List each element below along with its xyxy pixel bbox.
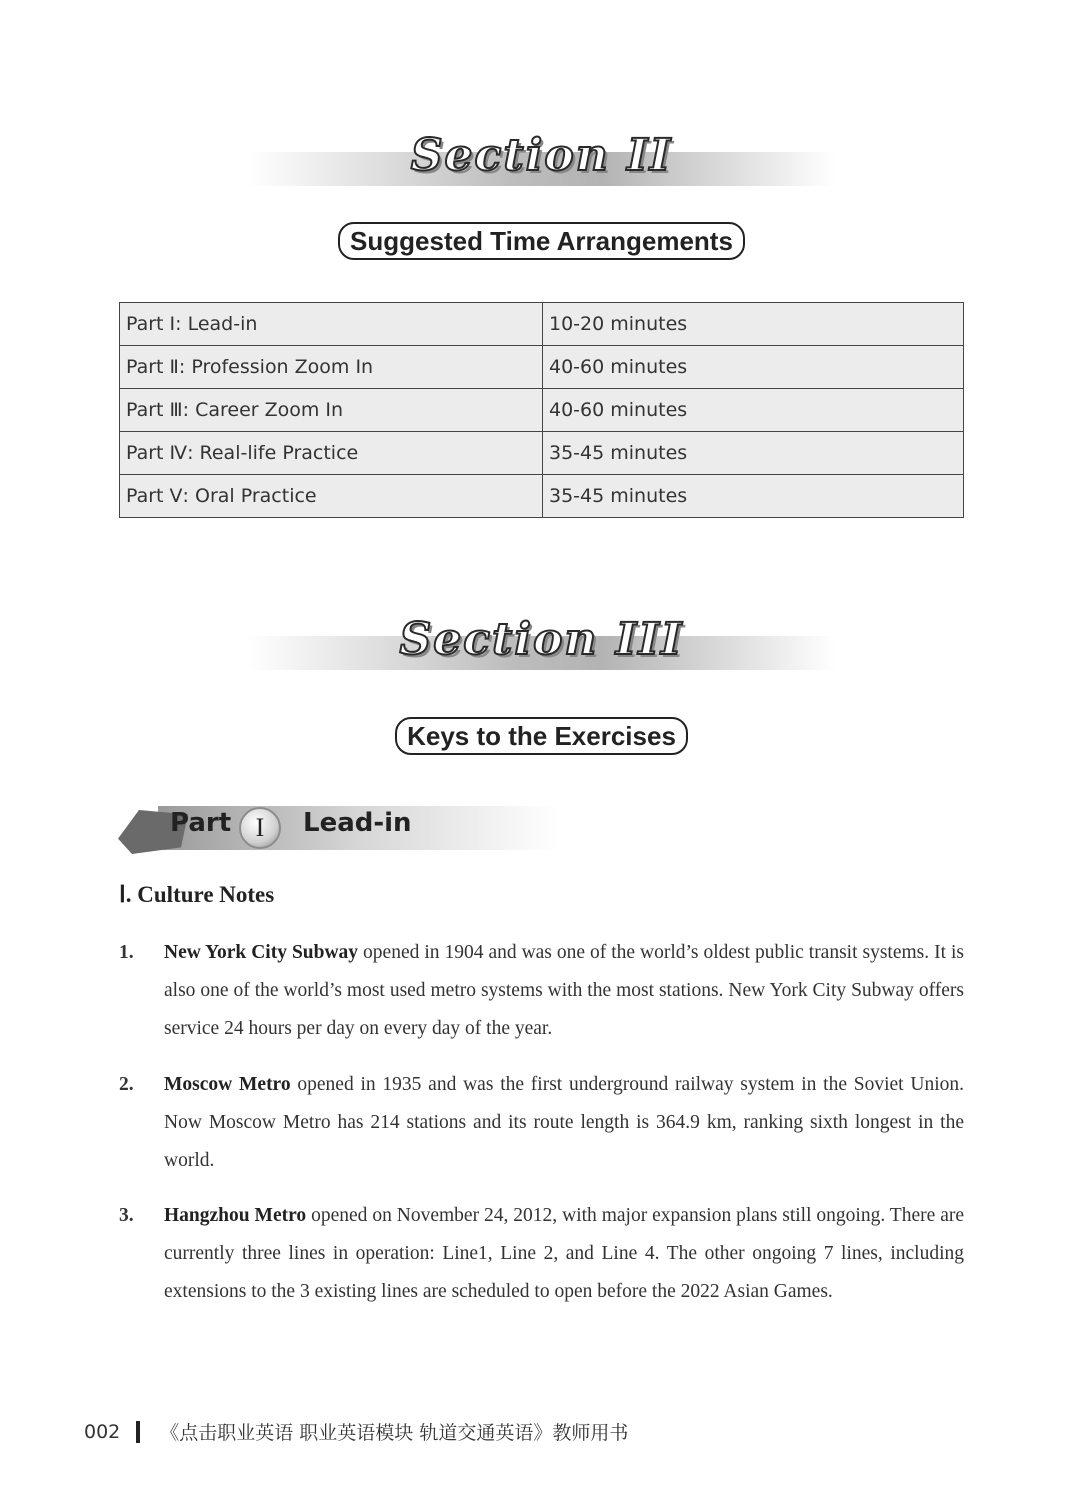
page-number: 002: [84, 1420, 121, 1443]
part-title: Lead-in: [303, 808, 412, 838]
part-cell: Part Ⅱ: Profession Zoom In: [120, 346, 543, 389]
table-row: [120, 389, 964, 432]
culture-notes-heading: Ⅰ. Culture Notes: [119, 882, 275, 907]
table-row: [120, 346, 964, 389]
table-row: [120, 303, 964, 346]
time-arrangements-heading-text: Suggested Time Arrangements: [338, 222, 745, 260]
table-row: [120, 432, 964, 475]
part-word: Part: [170, 808, 232, 838]
list-item: [119, 1066, 964, 1180]
list-item-body: [164, 934, 964, 1048]
section-3-title: Section III: [399, 614, 684, 665]
list-item-number: 2.: [119, 1074, 134, 1095]
part-cell: Part Ⅳ: Real-life Practice: [120, 432, 543, 475]
table-row: [120, 475, 964, 518]
list-item-number: 1.: [119, 942, 134, 963]
part-cell: Part Ⅲ: Career Zoom In: [120, 389, 543, 432]
time-arrangements-table: [119, 302, 964, 518]
footer-divider: [136, 1421, 140, 1443]
time-cell: 35-45 minutes: [543, 475, 964, 518]
keys-heading: [0, 717, 1083, 755]
time-arrangements-heading: [0, 222, 1083, 260]
time-cell: 40-60 minutes: [543, 389, 964, 432]
part-numeral-badge: I: [239, 807, 281, 849]
list-item-term: Hangzhou Metro: [164, 1205, 307, 1226]
list-item-term: Moscow Metro: [164, 1074, 291, 1095]
part-1-banner: [118, 804, 558, 854]
section-2-title: Section II: [410, 130, 673, 181]
part-cell: Part Ⅴ: Oral Practice: [120, 475, 543, 518]
list-item-text: opened in 1935 and was the first underground railway system in the Soviet Union. Now Moscow Metro has 214 stations and its route length is 364.9 km, ranking sixth longest in the world.: [164, 1074, 964, 1171]
list-item-text: opened in 1904 and was one of the world’s oldest public transit systems. It is also one of the world’s most used metro systems with the most stations. New York City Subway offers service 24 hours per day on every day of the year.: [164, 942, 964, 1039]
page-footer: [84, 1418, 628, 1445]
list-item-text: opened on November 24, 2012, with major expansion plans still ongoing. There are currently three lines in operation: Line1, Line 2, and Line 4. The other ongoing 7 lines, including extensions to the 3 existing lines are scheduled to open before the 2022 Asian Games.: [164, 1205, 964, 1302]
list-item-body: [164, 1197, 964, 1311]
list-item: [119, 1197, 964, 1311]
part-cell: Part Ⅰ: Lead-in: [120, 303, 543, 346]
list-item-number: 3.: [119, 1205, 134, 1226]
time-cell: 35-45 minutes: [543, 432, 964, 475]
book-title: 《点击职业英语 职业英语模块 轨道交通英语》教师用书: [160, 1422, 629, 1444]
keys-heading-text: Keys to the Exercises: [395, 717, 688, 755]
time-cell: 40-60 minutes: [543, 346, 964, 389]
list-item-term: New York City Subway: [164, 942, 359, 963]
time-cell: 10-20 minutes: [543, 303, 964, 346]
list-item: [119, 934, 964, 1048]
list-item-body: [164, 1066, 964, 1180]
